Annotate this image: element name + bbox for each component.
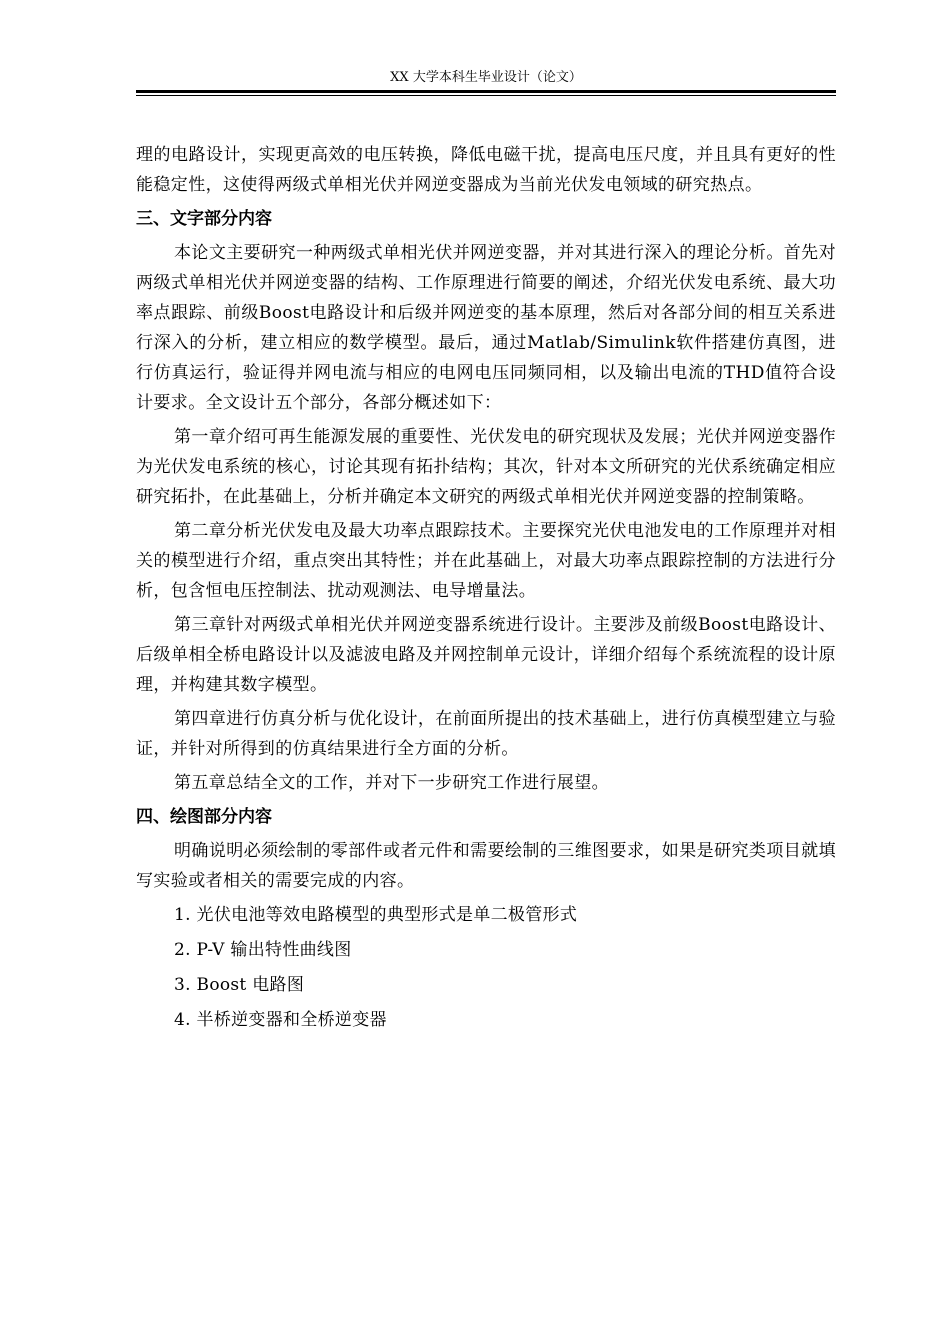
section3-paragraph-chapter4: 第四章进行仿真分析与优化设计，在前面所提出的技术基础上，进行仿真模型建立与验证，并针对所得到的仿真结果进行全方面的分析。	[136, 709, 836, 759]
header-rule-thick	[136, 90, 836, 93]
section3-paragraph-chapter3: 第三章针对两级式单相光伏并网逆变器系统进行设计。主要涉及前级Boost电路设计、后级单相全桥电路设计以及滤波电路及并网控制单元设计，详细介绍每个系统流程的设计原理，并构建其数字模型。	[136, 615, 836, 695]
page-header-title: XX 大学本科生毕业设计（论文）	[390, 70, 582, 85]
drawing-list-item-1: 1. 光伏电池等效电路模型的典型形式是单二极管形式	[174, 905, 578, 925]
section-heading-text-content: 三、文字部分内容	[136, 209, 272, 229]
section3-paragraph-chapter5: 第五章总结全文的工作，并对下一步研究工作进行展望。	[174, 773, 609, 793]
drawing-list-item-2: 2. P-V 输出特性曲线图	[174, 940, 352, 960]
section4-paragraph: 明确说明必须绘制的零部件或者元件和需要绘制的三维图要求，如果是研究类项目就填写实验或者相关的需要完成的内容。	[136, 841, 836, 891]
document-body	[136, 140, 836, 1040]
section3-paragraph-chapter2: 第二章分析光伏发电及最大功率点跟踪技术。主要探究光伏电池发电的工作原理并对相关的模型进行介绍，重点突出其特性；并在此基础上，对最大功率点跟踪控制的方法进行分析，包含恒电压控制法、扰动观测法、电导增量法。	[136, 521, 836, 601]
intro-paragraph: 理的电路设计，实现更高效的电压转换，降低电磁干扰，提高电压尺度，并且具有更好的性能稳定性，这使得两级式单相光伏并网逆变器成为当前光伏发电领域的研究热点。	[136, 145, 836, 195]
section3-paragraph-overview: 本论文主要研究一种两级式单相光伏并网逆变器，并对其进行深入的理论分析。首先对两级式单相光伏并网逆变器的结构、工作原理进行简要的阐述，介绍光伏发电系统、最大功率点跟踪、前级Boost电路设计和后级并网逆变的基本原理，然后对各部分间的相互关系进行深入的分析，建立相应的数学模型。最后，通过Matlab/Simulink软件搭建仿真图，进行仿真运行，验证得并网电流与相应的电网电压同频同相，以及输出电流的THD值符合设计要求。全文设计五个部分，各部分概述如下：	[136, 243, 836, 413]
header-rule-thin	[136, 95, 836, 96]
section3-paragraph-chapter1: 第一章介绍可再生能源发展的重要性、光伏发电的研究现状及发展；光伏并网逆变器作为光伏发电系统的核心，讨论其现有拓扑结构；其次，针对本文所研究的光伏系统确定相应研究拓扑，在此基础上，分析并确定本文研究的两级式单相光伏并网逆变器的控制策略。	[136, 427, 836, 507]
drawing-list-item-3: 3. Boost 电路图	[174, 975, 305, 995]
drawing-list-item-4: 4. 半桥逆变器和全桥逆变器	[174, 1010, 387, 1030]
section-heading-drawing-content: 四、绘图部分内容	[136, 807, 272, 827]
